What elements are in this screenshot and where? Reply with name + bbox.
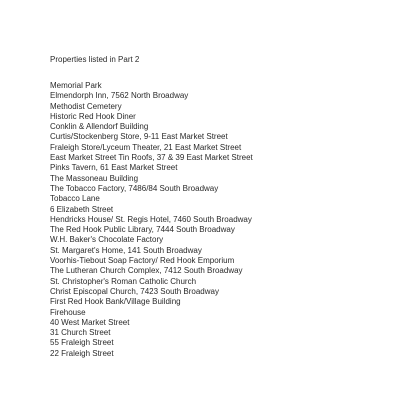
list-item: Tobacco Lane [50, 194, 100, 204]
document-heading: Properties listed in Part 2 [50, 55, 140, 64]
list-item: Memorial Park [50, 81, 102, 90]
list-item: Curtis/Stockenberg Store, 9-11 East Market Street [50, 132, 228, 142]
list-item: St. Christopher's Roman Catholic Church [50, 276, 197, 286]
list-item: 22 Fraleigh Street [50, 348, 114, 358]
list-item: Hendricks House/ St. Regis Hotel, 7460 South Broadway [50, 214, 252, 224]
list-item: First Red Hook Bank/Village Building [50, 297, 181, 307]
list-item: 40 West Market Street [50, 317, 130, 327]
list-item: 55 Fraleigh Street [50, 338, 114, 348]
list-item: The Tobacco Factory, 7486/84 South Broadway [50, 183, 219, 193]
list-item: The Massoneau Building [50, 173, 139, 183]
list-item: Conklin & Allendorf Building [50, 122, 149, 132]
list-item: The Red Hook Public Library, 7444 South Broadway [50, 225, 235, 235]
list-item: East Market Street Tin Roofs, 37 & 39 East Market Street [50, 153, 253, 163]
list-item: Pinks Tavern, 61 East Market Street [50, 163, 178, 173]
list-item: Methodist Cemetery [50, 101, 122, 111]
list-item: Historic Red Hook Diner [50, 111, 136, 121]
list-item: Elmendorph Inn, 7562 North Broadway [50, 91, 189, 101]
list-item: St. Margaret's Home, 141 South Broadway [50, 245, 202, 255]
list-item: Fraleigh Store/Lyceum Theater, 21 East Market Street [50, 142, 242, 152]
list-item: Voorhis-Tiebout Soap Factory/ Red Hook Emporium [50, 256, 235, 266]
list-item: Firehouse [50, 307, 86, 317]
property-list [50, 81, 253, 359]
list-item: Christ Episcopal Church, 7423 South Broadway [50, 286, 219, 296]
list-item: 31 Church Street [50, 328, 111, 338]
list-item: W.H. Baker's Chocolate Factory [50, 235, 164, 245]
list-item: The Lutheran Church Complex, 7412 South Broadway [50, 266, 243, 276]
list-item: 6 Elizabeth Street [50, 204, 114, 214]
